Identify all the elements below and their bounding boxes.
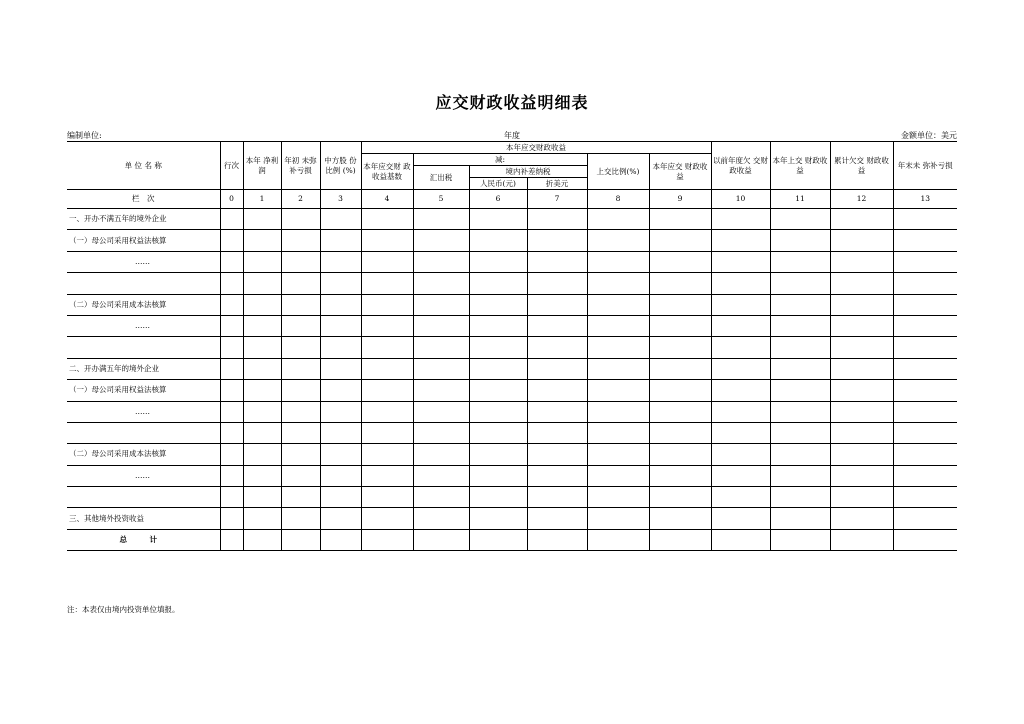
data-cell[interactable] xyxy=(527,422,587,443)
header-paid-ratio: 上交比例(%) xyxy=(587,154,649,190)
data-cell[interactable] xyxy=(649,487,711,508)
data-cell[interactable] xyxy=(587,315,649,336)
data-cell[interactable] xyxy=(527,508,587,529)
data-cell[interactable] xyxy=(361,315,413,336)
row-label: 三、其他境外投资收益 xyxy=(67,508,220,529)
data-cell[interactable] xyxy=(281,251,320,272)
data-cell[interactable] xyxy=(220,508,243,529)
data-cell[interactable] xyxy=(413,444,469,465)
data-cell[interactable] xyxy=(320,422,361,443)
data-cell[interactable] xyxy=(220,465,243,486)
data-cell[interactable] xyxy=(320,209,361,230)
data-cell[interactable] xyxy=(587,487,649,508)
data-cell[interactable] xyxy=(320,251,361,272)
data-cell[interactable] xyxy=(770,294,830,315)
table-row xyxy=(67,444,957,465)
row-label: …… xyxy=(67,465,220,486)
total-cell[interactable] xyxy=(527,529,587,550)
data-cell[interactable] xyxy=(320,444,361,465)
data-cell[interactable] xyxy=(413,401,469,422)
data-cell[interactable] xyxy=(243,465,281,486)
header-remit-tax: 汇出税 xyxy=(413,166,469,190)
data-cell[interactable] xyxy=(587,251,649,272)
data-cell[interactable] xyxy=(893,209,957,230)
data-cell[interactable] xyxy=(220,230,243,251)
row-label: …… xyxy=(67,315,220,336)
data-cell[interactable] xyxy=(711,380,770,401)
data-cell[interactable] xyxy=(243,401,281,422)
data-cell[interactable] xyxy=(649,358,711,379)
data-cell[interactable] xyxy=(649,315,711,336)
data-cell[interactable] xyxy=(770,273,830,294)
data-cell[interactable] xyxy=(281,209,320,230)
row-label: （二）母公司采用成本法核算 xyxy=(67,294,220,315)
column-number-cell: 3 xyxy=(320,190,361,209)
table-row xyxy=(67,251,957,272)
data-cell[interactable] xyxy=(711,209,770,230)
data-cell[interactable] xyxy=(281,315,320,336)
header-usd: 折美元 xyxy=(527,178,587,190)
data-cell[interactable] xyxy=(361,358,413,379)
total-cell[interactable] xyxy=(830,529,893,550)
data-cell[interactable] xyxy=(281,401,320,422)
data-cell[interactable] xyxy=(830,294,893,315)
row-label xyxy=(67,487,220,508)
table-row xyxy=(67,380,957,401)
data-cell[interactable] xyxy=(320,273,361,294)
column-number-cell: 1 xyxy=(243,190,281,209)
header-year-end-loss: 年末未 弥补亏损 xyxy=(893,142,957,190)
data-cell[interactable] xyxy=(469,401,527,422)
data-cell[interactable] xyxy=(243,230,281,251)
data-cell[interactable] xyxy=(527,444,587,465)
data-cell[interactable] xyxy=(893,487,957,508)
total-cell[interactable] xyxy=(413,529,469,550)
data-cell[interactable] xyxy=(830,230,893,251)
data-cell[interactable] xyxy=(281,273,320,294)
data-cell[interactable] xyxy=(320,465,361,486)
data-cell[interactable] xyxy=(361,294,413,315)
data-cell[interactable] xyxy=(830,209,893,230)
data-cell[interactable] xyxy=(711,273,770,294)
data-cell[interactable] xyxy=(469,315,527,336)
header-deduct: 减: xyxy=(413,154,587,166)
header-base: 本年应交财 政收益基数 xyxy=(361,154,413,190)
column-number-cell: 8 xyxy=(587,190,649,209)
total-row xyxy=(67,529,957,550)
data-cell[interactable] xyxy=(361,401,413,422)
data-cell[interactable] xyxy=(220,358,243,379)
data-cell[interactable] xyxy=(527,380,587,401)
data-cell[interactable] xyxy=(711,401,770,422)
total-cell[interactable] xyxy=(281,529,320,550)
table-row xyxy=(67,358,957,379)
data-cell[interactable] xyxy=(220,273,243,294)
data-cell[interactable] xyxy=(527,487,587,508)
total-cell[interactable] xyxy=(711,529,770,550)
data-cell[interactable] xyxy=(527,209,587,230)
data-cell[interactable] xyxy=(587,422,649,443)
row-label: 一、开办不满五年的境外企业 xyxy=(67,209,220,230)
data-cell[interactable] xyxy=(893,358,957,379)
data-cell[interactable] xyxy=(320,315,361,336)
data-cell[interactable] xyxy=(770,465,830,486)
data-cell[interactable] xyxy=(649,401,711,422)
data-cell[interactable] xyxy=(243,380,281,401)
total-cell[interactable] xyxy=(770,529,830,550)
column-number-label: 栏 次 xyxy=(67,190,220,209)
data-cell[interactable] xyxy=(649,294,711,315)
data-cell[interactable] xyxy=(243,508,281,529)
row-label: 二、开办满五年的境外企业 xyxy=(67,358,220,379)
row-label xyxy=(67,273,220,294)
data-cell[interactable] xyxy=(243,273,281,294)
data-cell[interactable] xyxy=(320,230,361,251)
data-cell[interactable] xyxy=(281,465,320,486)
data-cell[interactable] xyxy=(469,251,527,272)
data-cell[interactable] xyxy=(649,337,711,358)
data-cell[interactable] xyxy=(281,230,320,251)
data-cell[interactable] xyxy=(243,487,281,508)
data-cell[interactable] xyxy=(469,444,527,465)
table-row xyxy=(67,401,957,422)
data-cell[interactable] xyxy=(649,209,711,230)
data-cell[interactable] xyxy=(711,487,770,508)
data-cell[interactable] xyxy=(770,380,830,401)
data-cell[interactable] xyxy=(361,444,413,465)
row-label: …… xyxy=(67,251,220,272)
data-cell[interactable] xyxy=(469,273,527,294)
table-row xyxy=(67,315,957,336)
data-cell[interactable] xyxy=(893,465,957,486)
data-cell[interactable] xyxy=(587,465,649,486)
header-unit-name: 单 位 名 称 xyxy=(67,142,220,190)
data-cell[interactable] xyxy=(587,444,649,465)
data-cell[interactable] xyxy=(649,380,711,401)
data-cell[interactable] xyxy=(527,401,587,422)
total-label: 总 计 xyxy=(67,529,220,550)
data-cell[interactable] xyxy=(320,487,361,508)
data-cell[interactable] xyxy=(220,251,243,272)
column-number-row xyxy=(67,190,957,209)
data-cell[interactable] xyxy=(711,315,770,336)
data-cell[interactable] xyxy=(469,230,527,251)
column-number-cell: 4 xyxy=(361,190,413,209)
data-cell[interactable] xyxy=(770,487,830,508)
data-cell[interactable] xyxy=(587,337,649,358)
row-label xyxy=(67,422,220,443)
header-net-profit: 本年 净利润 xyxy=(243,142,281,190)
data-cell[interactable] xyxy=(413,273,469,294)
data-cell[interactable] xyxy=(413,337,469,358)
column-number-cell: 5 xyxy=(413,190,469,209)
data-cell[interactable] xyxy=(469,508,527,529)
header-row-num: 行次 xyxy=(220,142,243,190)
data-cell[interactable] xyxy=(413,315,469,336)
data-cell[interactable] xyxy=(281,337,320,358)
data-cell[interactable] xyxy=(243,358,281,379)
data-cell[interactable] xyxy=(361,508,413,529)
data-cell[interactable] xyxy=(587,358,649,379)
column-number-cell: 2 xyxy=(281,190,320,209)
data-cell[interactable] xyxy=(469,380,527,401)
data-cell[interactable] xyxy=(361,273,413,294)
data-cell[interactable] xyxy=(469,294,527,315)
data-cell[interactable] xyxy=(469,487,527,508)
row-label xyxy=(67,337,220,358)
revenue-table xyxy=(67,141,957,551)
table-row xyxy=(67,487,957,508)
data-cell[interactable] xyxy=(527,358,587,379)
data-cell[interactable] xyxy=(413,487,469,508)
data-cell[interactable] xyxy=(587,273,649,294)
data-cell[interactable] xyxy=(830,273,893,294)
data-cell[interactable] xyxy=(893,273,957,294)
column-number-cell: 6 xyxy=(469,190,527,209)
data-cell[interactable] xyxy=(413,209,469,230)
data-cell[interactable] xyxy=(413,465,469,486)
data-cell[interactable] xyxy=(220,444,243,465)
data-cell[interactable] xyxy=(893,294,957,315)
data-cell[interactable] xyxy=(243,337,281,358)
data-cell[interactable] xyxy=(711,422,770,443)
header-current-paid: 本年上交 财政收益 xyxy=(770,142,830,190)
data-cell[interactable] xyxy=(711,251,770,272)
data-cell[interactable] xyxy=(320,358,361,379)
header-current-revenue-group: 本年应交财政收益 xyxy=(361,142,711,154)
data-cell[interactable] xyxy=(830,337,893,358)
data-cell[interactable] xyxy=(320,401,361,422)
total-cell[interactable] xyxy=(469,529,527,550)
header-cumulative-owed: 累计欠交 财政收益 xyxy=(830,142,893,190)
data-cell[interactable] xyxy=(243,251,281,272)
data-cell[interactable] xyxy=(830,487,893,508)
total-cell[interactable] xyxy=(220,529,243,550)
data-cell[interactable] xyxy=(830,380,893,401)
data-cell[interactable] xyxy=(649,273,711,294)
total-cell[interactable] xyxy=(320,529,361,550)
header-domestic-tax: 境内补差纳税 xyxy=(469,166,587,178)
data-cell[interactable] xyxy=(893,444,957,465)
data-cell[interactable] xyxy=(220,380,243,401)
data-cell[interactable] xyxy=(770,209,830,230)
total-cell[interactable] xyxy=(361,529,413,550)
data-cell[interactable] xyxy=(770,358,830,379)
data-cell[interactable] xyxy=(711,294,770,315)
data-cell[interactable] xyxy=(413,230,469,251)
table-row xyxy=(67,209,957,230)
data-cell[interactable] xyxy=(649,444,711,465)
data-cell[interactable] xyxy=(361,209,413,230)
data-cell[interactable] xyxy=(893,230,957,251)
data-cell[interactable] xyxy=(469,209,527,230)
data-cell[interactable] xyxy=(587,294,649,315)
footnote: 注：本表仅由境内投资单位填报。 xyxy=(67,605,180,614)
data-cell[interactable] xyxy=(220,337,243,358)
data-cell[interactable] xyxy=(320,337,361,358)
data-cell[interactable] xyxy=(320,508,361,529)
data-cell[interactable] xyxy=(361,251,413,272)
column-number-cell: 10 xyxy=(711,190,770,209)
data-cell[interactable] xyxy=(527,251,587,272)
table-row xyxy=(67,294,957,315)
header-current-due: 本年应交 财政收益 xyxy=(649,154,711,190)
data-cell[interactable] xyxy=(711,230,770,251)
total-cell[interactable] xyxy=(893,529,957,550)
data-cell[interactable] xyxy=(281,358,320,379)
data-cell[interactable] xyxy=(711,465,770,486)
data-cell[interactable] xyxy=(281,444,320,465)
table-row xyxy=(67,230,957,251)
data-cell[interactable] xyxy=(320,380,361,401)
data-cell[interactable] xyxy=(893,508,957,529)
table-row xyxy=(67,337,957,358)
data-cell[interactable] xyxy=(281,508,320,529)
data-cell[interactable] xyxy=(469,465,527,486)
data-cell[interactable] xyxy=(649,465,711,486)
table-row xyxy=(67,422,957,443)
data-cell[interactable] xyxy=(243,422,281,443)
data-cell[interactable] xyxy=(893,380,957,401)
data-cell[interactable] xyxy=(770,444,830,465)
data-cell[interactable] xyxy=(587,380,649,401)
data-cell[interactable] xyxy=(243,315,281,336)
data-cell[interactable] xyxy=(220,401,243,422)
data-cell[interactable] xyxy=(527,465,587,486)
data-cell[interactable] xyxy=(893,422,957,443)
data-cell[interactable] xyxy=(649,251,711,272)
data-cell[interactable] xyxy=(830,422,893,443)
data-cell[interactable] xyxy=(893,251,957,272)
data-cell[interactable] xyxy=(220,209,243,230)
header-rmb: 人民币(元) xyxy=(469,178,527,190)
data-cell[interactable] xyxy=(361,230,413,251)
data-cell[interactable] xyxy=(770,315,830,336)
data-cell[interactable] xyxy=(469,358,527,379)
data-cell[interactable] xyxy=(527,273,587,294)
data-cell[interactable] xyxy=(770,251,830,272)
data-cell[interactable] xyxy=(711,337,770,358)
total-cell[interactable] xyxy=(649,529,711,550)
data-cell[interactable] xyxy=(281,380,320,401)
data-cell[interactable] xyxy=(281,422,320,443)
data-cell[interactable] xyxy=(770,508,830,529)
total-cell[interactable] xyxy=(243,529,281,550)
data-cell[interactable] xyxy=(527,315,587,336)
data-cell[interactable] xyxy=(587,401,649,422)
column-number-cell: 7 xyxy=(527,190,587,209)
data-cell[interactable] xyxy=(587,209,649,230)
data-cell[interactable] xyxy=(649,508,711,529)
data-cell[interactable] xyxy=(527,337,587,358)
data-cell[interactable] xyxy=(413,422,469,443)
row-label: （一）母公司采用权益法核算 xyxy=(67,230,220,251)
data-cell[interactable] xyxy=(830,465,893,486)
data-cell[interactable] xyxy=(243,209,281,230)
data-cell[interactable] xyxy=(830,358,893,379)
total-cell[interactable] xyxy=(587,529,649,550)
row-label: （二）母公司采用成本法核算 xyxy=(67,444,220,465)
data-cell[interactable] xyxy=(830,315,893,336)
data-cell[interactable] xyxy=(281,487,320,508)
data-cell[interactable] xyxy=(770,230,830,251)
data-cell[interactable] xyxy=(220,487,243,508)
data-cell[interactable] xyxy=(893,315,957,336)
data-cell[interactable] xyxy=(413,358,469,379)
page-title: 应交财政收益明细表 xyxy=(435,93,589,112)
data-cell[interactable] xyxy=(830,444,893,465)
table-row xyxy=(67,508,957,529)
data-cell[interactable] xyxy=(220,315,243,336)
data-cell[interactable] xyxy=(711,508,770,529)
table-row xyxy=(67,273,957,294)
data-cell[interactable] xyxy=(893,401,957,422)
header-share-ratio: 中方股 份比例 (%) xyxy=(320,142,361,190)
data-cell[interactable] xyxy=(711,444,770,465)
data-cell[interactable] xyxy=(711,358,770,379)
data-cell[interactable] xyxy=(527,294,587,315)
data-cell[interactable] xyxy=(361,337,413,358)
data-cell[interactable] xyxy=(361,487,413,508)
data-cell[interactable] xyxy=(587,508,649,529)
data-cell[interactable] xyxy=(361,465,413,486)
header-prior-owed: 以前年度欠 交财政收益 xyxy=(711,142,770,190)
data-cell[interactable] xyxy=(469,422,527,443)
data-cell[interactable] xyxy=(361,380,413,401)
data-cell[interactable] xyxy=(220,422,243,443)
data-cell[interactable] xyxy=(320,294,361,315)
data-cell[interactable] xyxy=(770,422,830,443)
data-cell[interactable] xyxy=(361,422,413,443)
column-number-cell: 11 xyxy=(770,190,830,209)
column-number-cell: 13 xyxy=(893,190,957,209)
data-cell[interactable] xyxy=(830,508,893,529)
data-cell[interactable] xyxy=(893,337,957,358)
header-loss-remaining: 年初 未弥 补亏损 xyxy=(281,142,320,190)
data-cell[interactable] xyxy=(830,401,893,422)
year-label: 年度 xyxy=(504,131,520,140)
data-cell[interactable] xyxy=(770,337,830,358)
data-cell[interactable] xyxy=(587,230,649,251)
data-cell[interactable] xyxy=(243,444,281,465)
currency-label: 金额单位：美元 xyxy=(901,131,957,140)
data-cell[interactable] xyxy=(413,380,469,401)
column-number-cell: 9 xyxy=(649,190,711,209)
data-cell[interactable] xyxy=(220,294,243,315)
column-number-cell: 12 xyxy=(830,190,893,209)
row-label: …… xyxy=(67,401,220,422)
data-cell[interactable] xyxy=(649,422,711,443)
data-cell[interactable] xyxy=(281,294,320,315)
data-cell[interactable] xyxy=(770,401,830,422)
row-label: （一）母公司采用权益法核算 xyxy=(67,380,220,401)
data-cell[interactable] xyxy=(469,337,527,358)
data-cell[interactable] xyxy=(413,251,469,272)
data-cell[interactable] xyxy=(413,294,469,315)
data-cell[interactable] xyxy=(649,230,711,251)
unit-label: 编制单位: xyxy=(67,131,102,140)
data-cell[interactable] xyxy=(527,230,587,251)
table-row xyxy=(67,465,957,486)
data-cell[interactable] xyxy=(413,508,469,529)
column-number-cell: 0 xyxy=(220,190,243,209)
data-cell[interactable] xyxy=(830,251,893,272)
data-cell[interactable] xyxy=(243,294,281,315)
